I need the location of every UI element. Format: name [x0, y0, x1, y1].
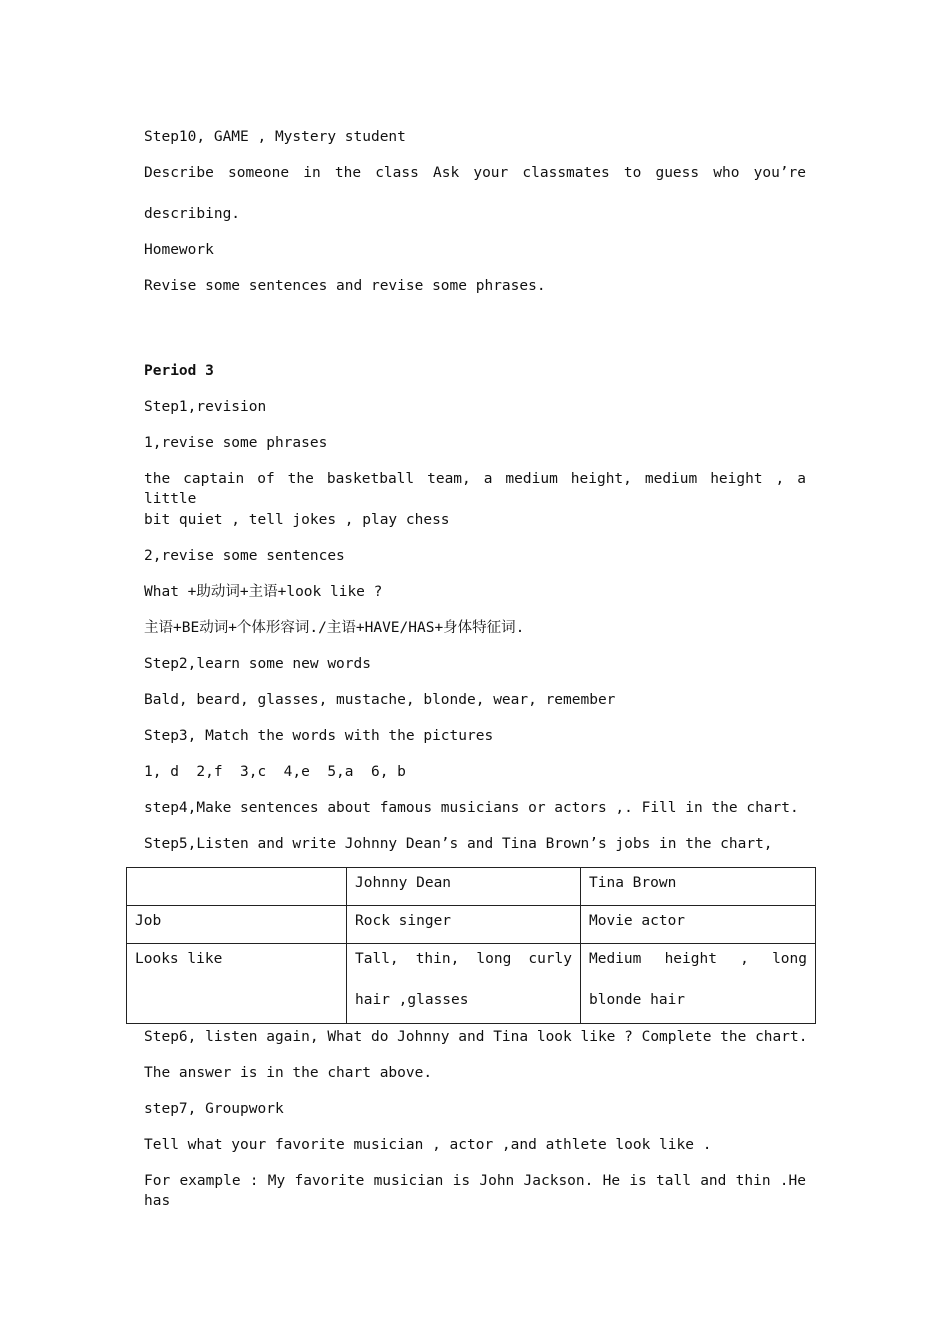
- jobs-looks-table: [126, 867, 816, 1024]
- step7-title: step7, Groupwork: [144, 1101, 284, 1117]
- sentence-pattern-2: 主语+BE动词+个体形容词./主语+HAVE/HAS+身体特征词.: [144, 620, 525, 636]
- period-heading: Period 3: [144, 363, 214, 379]
- example-text: For example : My favorite musician is John Jackson. He is tall and thin .He has: [144, 1173, 806, 1209]
- step10-description-line1: Describe someone in the class Ask your classmates to guess who you’re: [144, 165, 806, 181]
- new-words-list: Bald, beard, glasses, mustache, blonde, wear, remember: [144, 692, 616, 708]
- table-cell-job-label: Job: [127, 906, 347, 944]
- table-cell-tina-job: Movie actor: [581, 906, 816, 944]
- step4-title: step4,Make sentences about famous musicians or actors ,. Fill in the chart.: [144, 800, 799, 816]
- groupwork-instruction: Tell what your favorite musician , actor ,and athlete look like .: [144, 1137, 712, 1153]
- table-cell-empty: [127, 868, 347, 906]
- step10-description-line2: describing.: [144, 206, 241, 222]
- table-row: [127, 906, 816, 944]
- sentence-pattern-1: What +助动词+主语+look like ?: [144, 584, 383, 600]
- phrases-line1: the captain of the basketball team, a medium height, medium height , a little: [144, 471, 806, 507]
- step5-title: Step5,Listen and write Johnny Dean’s and Tina Brown’s jobs in the chart,: [144, 836, 773, 852]
- homework-label: Homework: [144, 242, 214, 258]
- step6-title: Step6, listen again, What do Johnny and Tina look like ? Complete the chart.: [144, 1029, 808, 1045]
- table-row: [127, 868, 816, 906]
- table-row: [127, 944, 816, 1024]
- step10-title: Step10, GAME , Mystery student: [144, 129, 406, 145]
- johnny-looks-line1: Tall, thin, long curly: [355, 951, 572, 967]
- step2-title: Step2,learn some new words: [144, 656, 371, 672]
- tina-looks-line2: blonde hair: [589, 992, 686, 1008]
- homework-text: Revise some sentences and revise some phrases.: [144, 278, 546, 294]
- answer-note: The answer is in the chart above.: [144, 1065, 433, 1081]
- table-cell-looks-label: Looks like: [127, 944, 347, 1024]
- table-cell-johnny-looks: [347, 944, 581, 1024]
- step1-title: Step1,revision: [144, 399, 267, 415]
- table-header-tina: Tina Brown: [581, 868, 816, 906]
- revise-phrases-subtitle: 1,revise some phrases: [144, 435, 328, 451]
- match-answers: 1, d 2,f 3,c 4,e 5,a 6, b: [144, 764, 406, 780]
- johnny-looks-line2: hair ,glasses: [355, 992, 469, 1008]
- step3-title: Step3, Match the words with the pictures: [144, 728, 494, 744]
- table-cell-tina-looks: [581, 944, 816, 1024]
- table-header-johnny: Johnny Dean: [347, 868, 581, 906]
- revise-sentences-subtitle: 2,revise some sentences: [144, 548, 345, 564]
- phrases-line2: bit quiet , tell jokes , play chess: [144, 512, 450, 528]
- table-cell-johnny-job: Rock singer: [347, 906, 581, 944]
- tina-looks-line1: Medium height , long: [589, 951, 807, 967]
